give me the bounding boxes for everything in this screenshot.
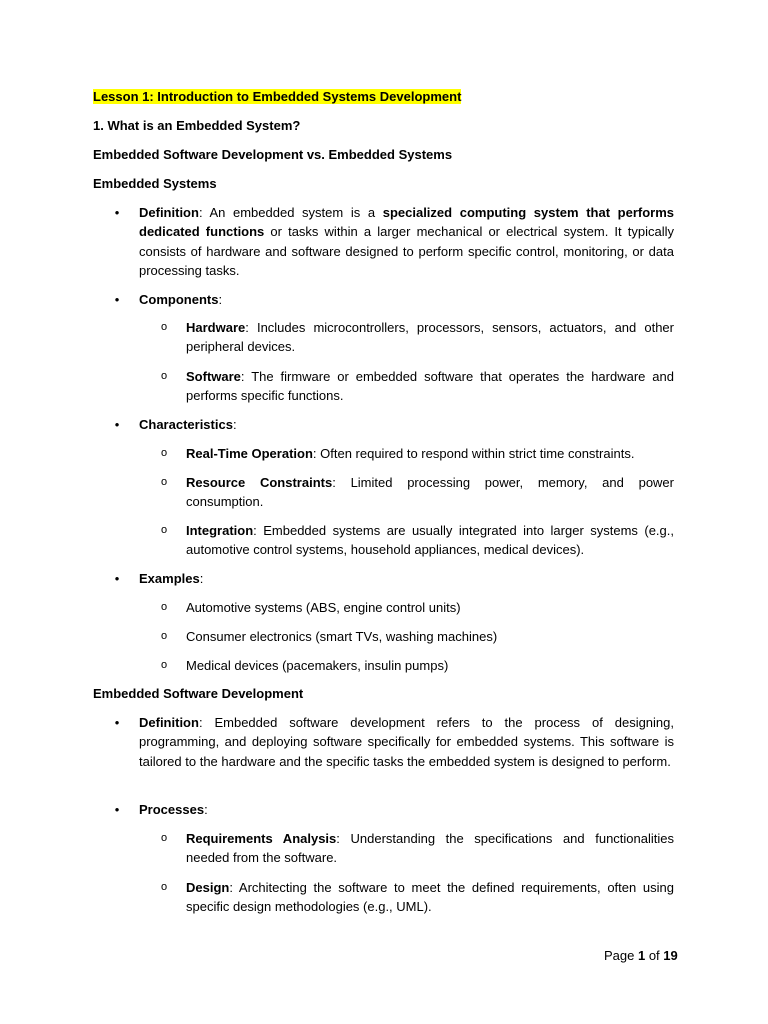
example-item: Medical devices (pacemakers, insulin pumps) — [186, 658, 449, 673]
bullet-icon: • — [114, 715, 120, 730]
requirements-analysis-item: Requirements Analysis: Understanding the specifications and functionalities needed from the software. — [186, 831, 674, 866]
processes-item: Processes: — [139, 802, 208, 817]
hardware-item: Hardware: Includes microcontrollers, processors, sensors, actuators, and other peripheral devices. — [186, 320, 674, 355]
example-item: Automotive systems (ABS, engine control units) — [186, 600, 461, 615]
circle-bullet-icon: o — [160, 659, 168, 671]
real-time-item: Real-Time Operation: Often required to respond within strict time constraints. — [186, 446, 635, 461]
circle-bullet-icon: o — [160, 476, 168, 488]
question-heading: 1. What is an Embedded System? — [93, 118, 301, 133]
characteristics-item: Characteristics: — [139, 417, 237, 432]
design-item: Design: Architecting the software to meet the defined requirements, often using specific design methodologies (e.g., UML). — [186, 880, 674, 915]
examples-item: Examples: — [139, 571, 204, 586]
circle-bullet-icon: o — [160, 447, 168, 459]
circle-bullet-icon: o — [160, 601, 168, 613]
resource-constraints-item: Resource Constraints: Limited processing power, memory, and power consumption. — [186, 475, 674, 510]
definition-paragraph: Definition: Embedded software development refers to the process of designing, programming, and deploying software specifically for embedded systems. This software is tailored to the hardware and the specific tasks the embedded system is designed to perform. — [139, 715, 674, 769]
circle-bullet-icon: o — [160, 524, 168, 536]
circle-bullet-icon: o — [160, 321, 168, 333]
bullet-icon: • — [114, 292, 120, 307]
bullet-icon: • — [114, 417, 120, 432]
circle-bullet-icon: o — [160, 630, 168, 642]
integration-item: Integration: Embedded systems are usually integrated into larger systems (e.g., automotive control systems, household appliances, medical devices). — [186, 523, 674, 558]
definition-paragraph: Definition: An embedded system is a specialized computing system that performs dedicated functions or tasks within a larger mechanical or electrical system. It typically consists of hardware and software designed to perform specific control, monitoring, or data processing tasks. — [139, 205, 675, 278]
circle-bullet-icon: o — [160, 370, 168, 382]
section-heading-embedded-software: Embedded Software Development — [93, 686, 304, 701]
bullet-icon: • — [114, 205, 120, 220]
section-heading-embedded-systems: Embedded Systems — [93, 176, 217, 191]
software-item: Software: The firmware or embedded software that operates the hardware and performs specific functions. — [186, 369, 674, 404]
page-number: Page 1 of 19 — [604, 948, 678, 963]
bullet-icon: • — [114, 802, 120, 817]
subtitle-heading: Embedded Software Development vs. Embedded Systems — [93, 147, 453, 162]
example-item: Consumer electronics (smart TVs, washing machines) — [186, 629, 498, 644]
lesson-title: Lesson 1: Introduction to Embedded Systems Development — [93, 89, 462, 104]
components-item: Components: — [139, 292, 223, 307]
circle-bullet-icon: o — [160, 881, 168, 893]
bullet-icon: • — [114, 571, 120, 586]
circle-bullet-icon: o — [160, 832, 168, 844]
